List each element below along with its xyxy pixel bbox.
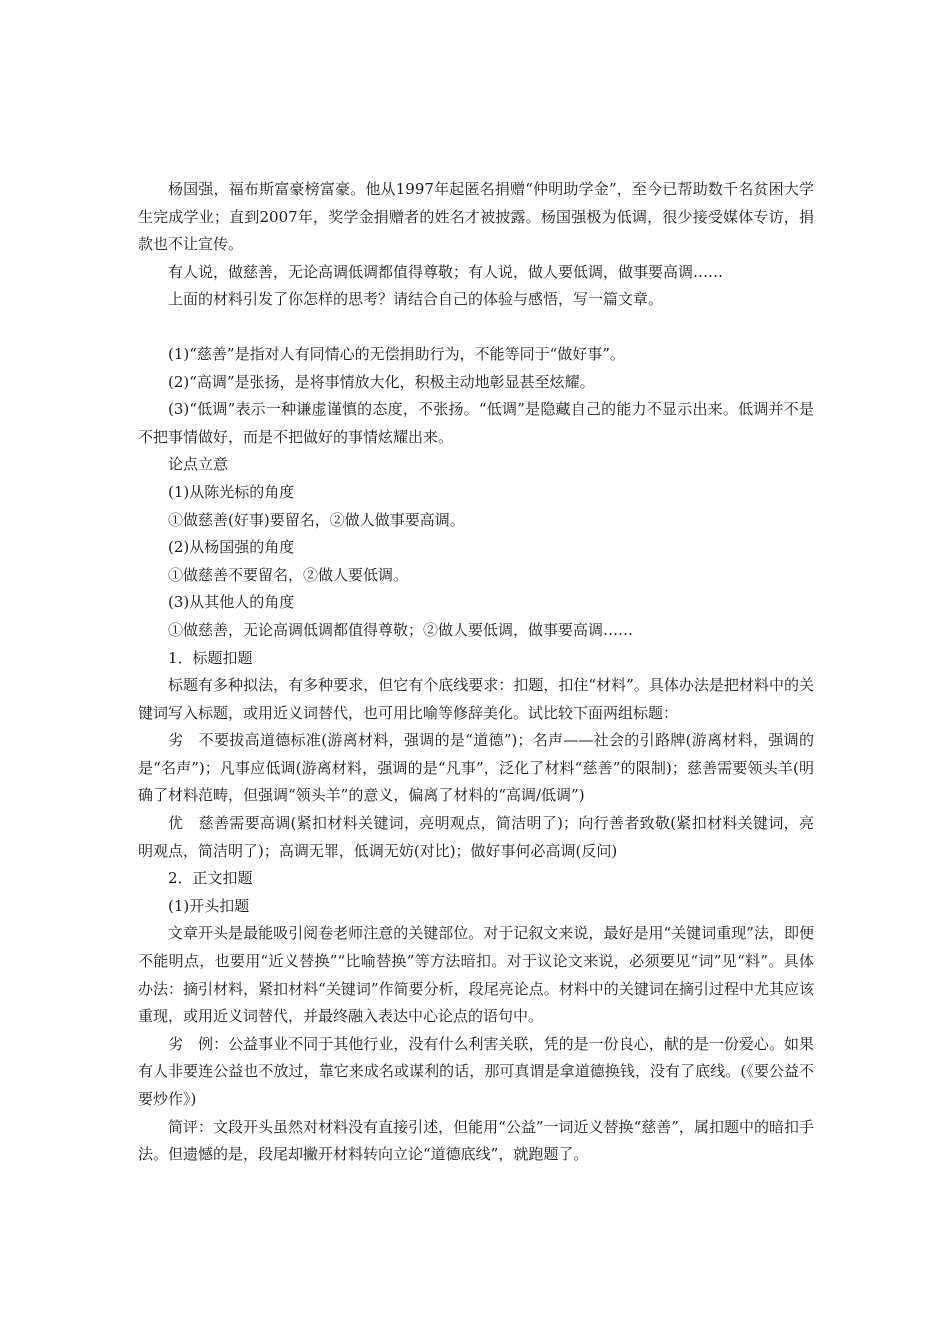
opening-bad-example: 劣 例：公益事业不同于其他行业，没有什么利害关联，凭的是一份良心，献的是一份爱心。如果有人非要连公益也不放过，靠它来成名或谋利的话，那可真谓是拿道德换钱，没有了底线。(《要公益不要炒作》) bbox=[138, 1034, 814, 1108]
material-paragraph: 杨国强，福布斯富豪榜富豪。他从1997年起匿名捐赠“仲明助学金”，至今已帮助数千名贫困大学生完成学业；直到2007年，奖学金捐赠者的姓名才被披露。杨国强极为低调，很少接受媒体专访，捐款也不让宣传。 bbox=[138, 180, 814, 254]
subheading-opening: (1)开头扣题 bbox=[168, 896, 250, 915]
angle-point-1: ①做慈善(好事)要留名，②做人做事要高调。 bbox=[168, 510, 465, 529]
angle-heading-3: (3)从其他人的角度 bbox=[168, 593, 295, 612]
section-gap bbox=[138, 314, 814, 341]
angle-heading-1: (1)从陈光标的角度 bbox=[168, 482, 295, 501]
definition-high-profile: (2)“高调”是张扬，是将事情放大化，积极主动地彰显甚至炫耀。 bbox=[168, 372, 595, 391]
opening-guidance: 文章开头是最能吸引阅卷老师注意的关键部位。对于记叙文来说，最好是用“关键词重现”法，即便不能明点，也要用“近义替换”“比喻替换”等方法暗扣。对于议论文来说，必须要见“词”见“料”。具体办法：摘引材料，紧扣材料“关键词”作简要分析，段尾亮论点。材料中的关键词在摘引过程中尤其应该重现，或用近义词替代，并最终融入表达中心论点的语句中。 bbox=[138, 924, 814, 1026]
writing-prompt: 上面的材料引发了你怎样的思考？请结合自己的体验与感悟，写一篇文章。 bbox=[168, 290, 664, 309]
angle-point-3: ①做慈善，无论高调低调都值得尊敬；②做人要低调，做事要高调…… bbox=[168, 620, 634, 639]
opening-comment: 简评：文段开头虽然对材料没有直接引述，但能用“公益”一词近义替换“慈善”，属扣题中的暗扣手法。但遗憾的是，段尾却撇开材料转向立论“道德底线”，就跑题了。 bbox=[138, 1117, 814, 1164]
angle-heading-2: (2)从杨国强的角度 bbox=[168, 538, 295, 557]
title-guidance: 标题有多种拟法，有多种要求，但它有个底线要求：扣题，扣住“材料”。具体办法是把材料中的关键词写入标题，或用近义词替代，也可用比喻等修辞美化。试比较下面两组标题： bbox=[138, 676, 814, 722]
section-heading-body: 2．正文扣题 bbox=[168, 869, 253, 888]
section-heading-title: 1．标题扣题 bbox=[168, 648, 253, 667]
definition-low-profile: (3)“低调”表示一种谦虚谨慎的态度，不张扬。“低调”是隐藏自己的能力不显示出来。低调并不是不把事情做好，而是不把做好的事情炫耀出来。 bbox=[138, 400, 814, 446]
definition-charity: (1)“慈善”是指对人有同情心的无偿捐助行为，不能等同于“做好事”。 bbox=[168, 344, 625, 363]
material-opinion: 有人说，做慈善，无论高调低调都值得尊敬；有人说，做人要低调，做事要高调…… bbox=[168, 262, 724, 281]
title-bad-examples: 劣 不要拔高道德标准(游离材料，强调的是“道德”)；名声——社会的引路牌(游离材料，强调的是“名声”)；凡事应低调(游离材料，强调的是“凡事”，泛化了材料“慈善”的限制)；慈善需要领头羊(明确了材料范畴，但强调“领头羊”的意义，偏离了材料的“高调/低调”) bbox=[138, 731, 814, 805]
title-good-examples: 优 慈善需要高调(紧扣材料关键词，亮明观点，简洁明了)；向行善者致敬(紧扣材料关键词，亮明观点，简洁明了)；高调无罪，低调无妨(对比)；做好事何必高调(反问) bbox=[138, 814, 814, 860]
section-heading-thesis: 论点立意 bbox=[168, 455, 229, 474]
document-page bbox=[138, 176, 814, 1169]
angle-point-2: ①做慈善不要留名，②做人要低调。 bbox=[168, 565, 409, 584]
